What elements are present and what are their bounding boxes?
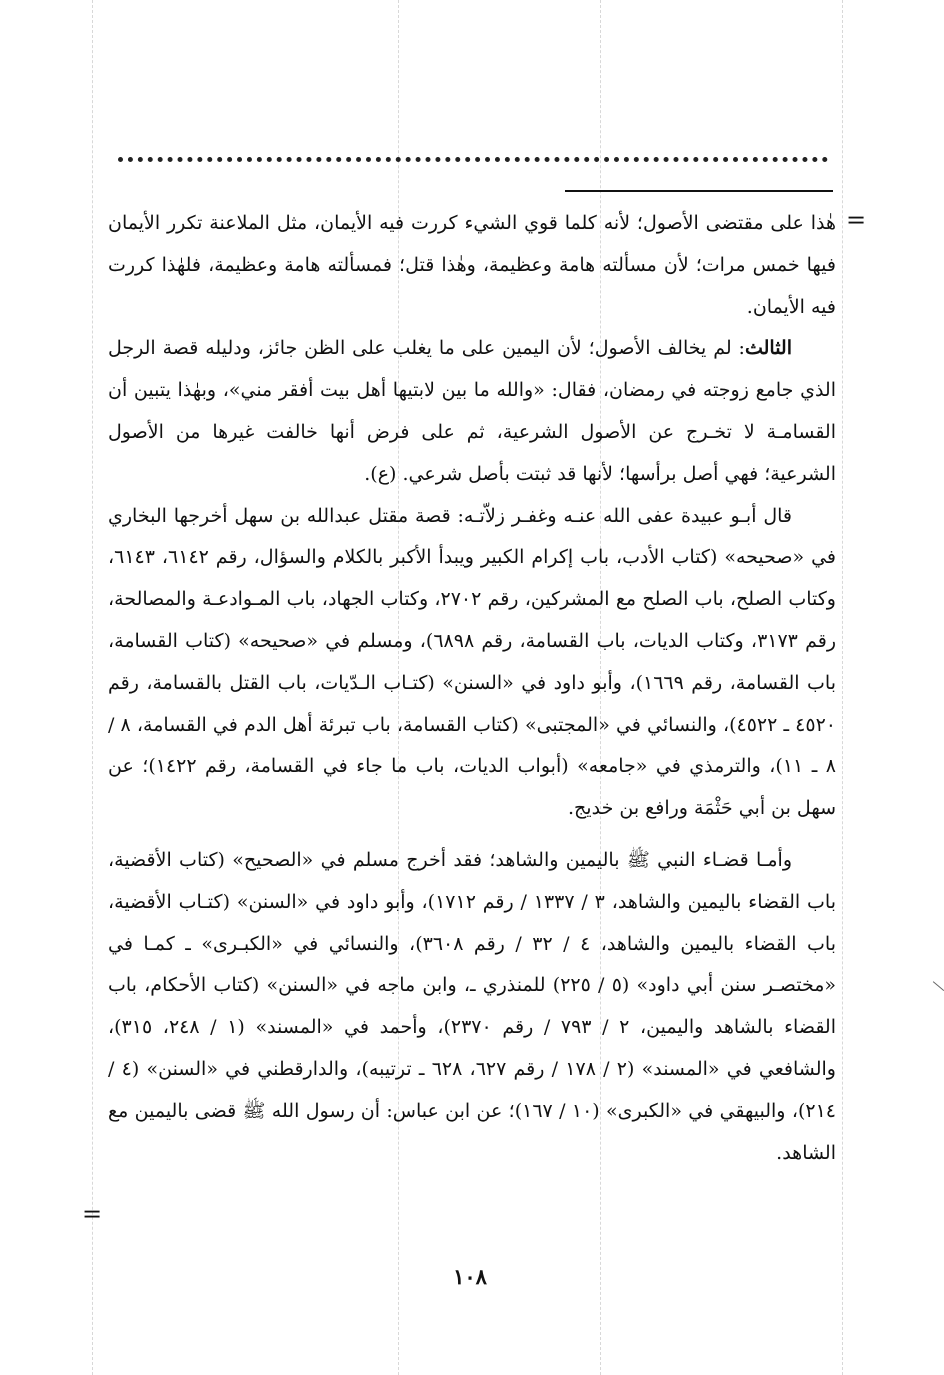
scan-artifact-line [842,0,843,1375]
footnote-text-block [108,203,836,1174]
paragraph-continuation: هٰذا على مقتضى الأصول؛ لأنه كلما قوي الشيء كررت فيه الأيمان، مثل الملاعنة تكرر الأيمان فيها خمس مرات؛ لأن مسألته هامة وعظيمة، وهٰذا قتل؛ فمسألته هامة وعظيمة، فلهٰذا كررت فيه الأيمان. [108,212,836,318]
paragraph-body: : لم يخالف الأصول؛ لأن اليمين على ما يغلب على الظن جائز، ودليله قصة الرجل الذي جامع زوجته في رمضان، فقال: «والله ما بين لابتيها أهل بيت أفقر مني»، وبهٰذا يتبين أن القسامـة لا تخـرج عن الأصول الشرعية، ثم على فرض أنها خالفت غيرها من الأصول الشرعية؛ فهي أصل برأسها؛ لأنها قد ثبتت بأصل شرعي. (ع). [108,337,836,485]
page-number: ١٠٨ [453,1264,487,1289]
paragraph-takhrij-qasama: قال أبـو عبيدة عفى الله عنـه وغفـر زلاّتـه: قصة مقتل عبدالله بن سهل أخرجها البخاري في «صحيحه» (كتاب الأدب، باب إكرام الكبير ويبدأ الأكبر بالكلام والسؤال، رقم ٦١٤٢، ٦١٤٣، وكتاب الصلح، باب الصلح مع المشركين، رقم ٢٧٠٢، وكتاب الجهاد، باب المـوادعـة والمصالحة، رقم ٣١٧٣، وكتاب الديات، باب القسامة، رقم ٦٨٩٨)، ومسلم في «صحيحه» (كتاب القسامة، باب القسامة، رقم ١٦٦٩)، وأبو داود في «السنن» (كتـاب الـدّيات، باب القتل بالقسامة، رقم ٤٥٢٠ ـ ٤٥٢٢)، والنسائي في «المجتبى» (كتاب القسامة، باب تبرئة أهل الدم في القسامة، ٨ / ٨ ـ ١١)، والترمذي في «جامعه» (أبواب الديات، باب ما جاء في القسامة، رقم ١٤٢٢)؛ عن سهل بن أبي حَثْمَة ورافع بن خديج. [108,504,837,820]
scan-stray-mark [924,981,944,1001]
paragraph-takhrij-yamin: وأمـا قضـاء النبي ﷺ باليمين والشاهد؛ فقد أخرج مسلم في «الصحيح» (كتاب الأقضية، باب القضاء باليمين والشاهد، ٣ / ١٣٣٧ / رقم ١٧١٢)، وأبو داود في «السنن» (كتـاب الأقضية، باب القضاء باليمين والشاهد، ٤ / ٣٢ / رقم ٣٦٠٨)، والنسائي في «الكبـرى» ـ كمـا في «مختصـر سنن أبي داود» (٥ / ٢٢٥) للمنذري ـ، وابن ماجه في «السنن» (كتاب الأحكام، باب القضاء بالشاهد واليمين، ٢ / ٧٩٣ / رقم ٢٣٧٠)، وأحمد في «المسند» (١ / ٢٤٨، ٣١٥)، والشافعي في «المسند» (٢ / ١٧٨ / رقم ٦٢٧، ٦٢٨ ـ ترتيبه)، والدارقطني في «السنن» (٤ / ٢١٤)، والبيهقي في «الكبرى» (١٠ / ١٦٧)؛ عن ابن عباس: أن رسول الله ﷺ قضى باليمين مع الشاهد. [108,848,837,1164]
continuation-mark-bottom: = [82,1200,103,1228]
paragraph-label: الثالث [744,337,792,360]
paragraph-third-point [108,328,836,495]
header-dotted-rule [118,157,828,170]
continuation-mark-top: = [846,206,867,234]
footnote-separator-rule [565,190,833,192]
scan-artifact-line [92,0,93,1375]
